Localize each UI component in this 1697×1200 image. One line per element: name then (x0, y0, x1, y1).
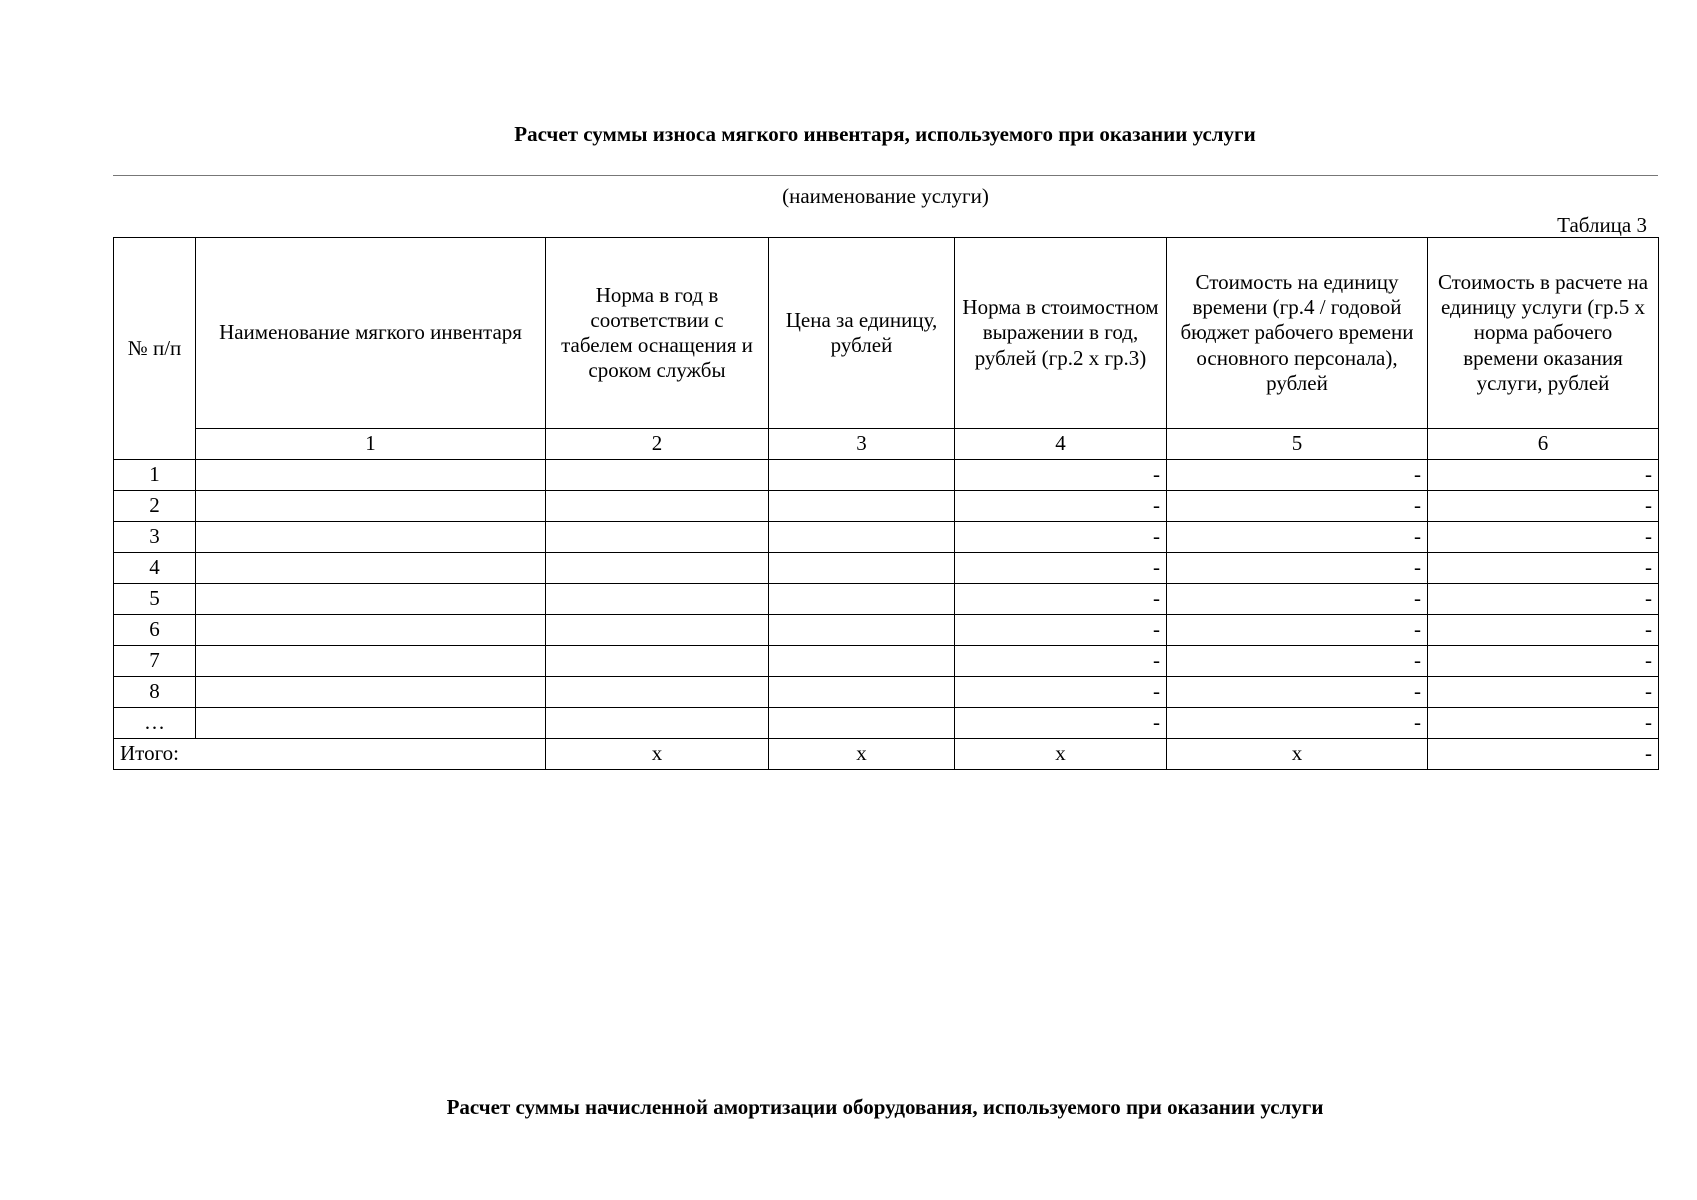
table-row (114, 677, 1659, 708)
column-number: 4 (955, 429, 1167, 460)
annual-cost-cell: - (955, 553, 1167, 584)
inventory-name-cell (196, 584, 546, 615)
annual-norm-cell (546, 584, 769, 615)
annual-norm-cell (546, 460, 769, 491)
cost-per-time-cell: - (1167, 491, 1428, 522)
unit-price-cell (769, 522, 955, 553)
annual-norm-cell (546, 677, 769, 708)
cost-per-time-cell: - (1167, 460, 1428, 491)
cost-per-service-cell: - (1428, 615, 1659, 646)
header-annual-norm: Норма в год в соответствии с табелем оснащения и сроком службы (546, 238, 769, 429)
annual-norm-cell (546, 522, 769, 553)
row-number: 2 (114, 491, 196, 522)
table-row (114, 615, 1659, 646)
column-number: 1 (196, 429, 546, 460)
cost-per-service-cell: - (1428, 708, 1659, 739)
cost-per-service-cell: - (1428, 522, 1659, 553)
row-number: 5 (114, 584, 196, 615)
total-label: Итого: (114, 739, 546, 770)
cost-per-service-cell: - (1428, 646, 1659, 677)
annual-cost-cell: - (955, 708, 1167, 739)
total-annual-cost: х (955, 739, 1167, 770)
annual-norm-cell (546, 553, 769, 584)
table-row (114, 708, 1659, 739)
header-cost-per-time: Стоимость на единицу времени (гр.4 / годовой бюджет рабочего времени основного персонала), рублей (1167, 238, 1428, 429)
annual-cost-cell: - (955, 491, 1167, 522)
header-row (114, 238, 1659, 429)
inventory-name-cell (196, 615, 546, 646)
cost-per-time-cell: - (1167, 646, 1428, 677)
table-row (114, 460, 1659, 491)
annual-norm-cell (546, 491, 769, 522)
annual-cost-cell: - (955, 584, 1167, 615)
inventory-name-cell (196, 553, 546, 584)
next-section-title: Расчет суммы начисленной амортизации оборудования, используемого при оказании услуги (446, 1095, 1324, 1119)
cost-per-service-cell: - (1428, 584, 1659, 615)
cost-per-time-cell: - (1167, 584, 1428, 615)
inventory-name-cell (196, 708, 546, 739)
cost-per-time-cell: - (1167, 553, 1428, 584)
service-name-caption: (наименование услуги) (782, 184, 989, 208)
cost-per-time-cell: - (1167, 615, 1428, 646)
unit-price-cell (769, 553, 955, 584)
header-unit-price: Цена за единицу, рублей (769, 238, 955, 429)
table-row (114, 584, 1659, 615)
annual-norm-cell (546, 646, 769, 677)
table-row (114, 522, 1659, 553)
total-cost-per-service: - (1428, 739, 1659, 770)
inventory-name-cell (196, 522, 546, 553)
header-inventory-name: Наименование мягкого инвентаря (196, 238, 546, 429)
annual-cost-cell: - (955, 522, 1167, 553)
annual-cost-cell: - (955, 460, 1167, 491)
header-num: № п/п (114, 238, 196, 460)
cost-per-time-cell: - (1167, 522, 1428, 553)
header-annual-cost: Норма в стоимостном выражении в год, рублей (гр.2 х гр.3) (955, 238, 1167, 429)
total-annual-norm: х (546, 739, 769, 770)
inventory-name-cell (196, 491, 546, 522)
inventory-name-cell (196, 646, 546, 677)
annual-norm-cell (546, 615, 769, 646)
row-number: 7 (114, 646, 196, 677)
unit-price-cell (769, 460, 955, 491)
annual-norm-cell (546, 708, 769, 739)
unit-price-cell (769, 677, 955, 708)
soft-inventory-table (113, 237, 1659, 770)
table-number-label: Таблица 3 (1557, 213, 1647, 237)
service-name-line (113, 175, 1658, 176)
column-number: 6 (1428, 429, 1659, 460)
column-number-row (114, 429, 1659, 460)
row-number: … (114, 708, 196, 739)
column-number: 2 (546, 429, 769, 460)
row-number: 1 (114, 460, 196, 491)
column-number: 3 (769, 429, 955, 460)
row-number: 4 (114, 553, 196, 584)
row-number: 6 (114, 615, 196, 646)
table-title: Расчет суммы износа мягкого инвентаря, используемого при оказании услуги (514, 122, 1256, 146)
table-row (114, 491, 1659, 522)
inventory-name-cell (196, 460, 546, 491)
column-number: 5 (1167, 429, 1428, 460)
cost-per-service-cell: - (1428, 460, 1659, 491)
unit-price-cell (769, 615, 955, 646)
annual-cost-cell: - (955, 646, 1167, 677)
annual-cost-cell: - (955, 677, 1167, 708)
header-cost-per-service: Стоимость в расчете на единицу услуги (гр.5 х норма рабочего времени оказания услуги, рублей (1428, 238, 1659, 429)
cost-per-service-cell: - (1428, 553, 1659, 584)
unit-price-cell (769, 646, 955, 677)
total-unit-price: х (769, 739, 955, 770)
cost-per-service-cell: - (1428, 677, 1659, 708)
unit-price-cell (769, 584, 955, 615)
row-number: 3 (114, 522, 196, 553)
unit-price-cell (769, 708, 955, 739)
cost-per-time-cell: - (1167, 708, 1428, 739)
annual-cost-cell: - (955, 615, 1167, 646)
row-number: 8 (114, 677, 196, 708)
cost-per-time-cell: - (1167, 677, 1428, 708)
table-row (114, 646, 1659, 677)
unit-price-cell (769, 491, 955, 522)
table-row (114, 553, 1659, 584)
cost-per-service-cell: - (1428, 491, 1659, 522)
total-row (114, 739, 1659, 770)
inventory-name-cell (196, 677, 546, 708)
total-cost-per-time: х (1167, 739, 1428, 770)
